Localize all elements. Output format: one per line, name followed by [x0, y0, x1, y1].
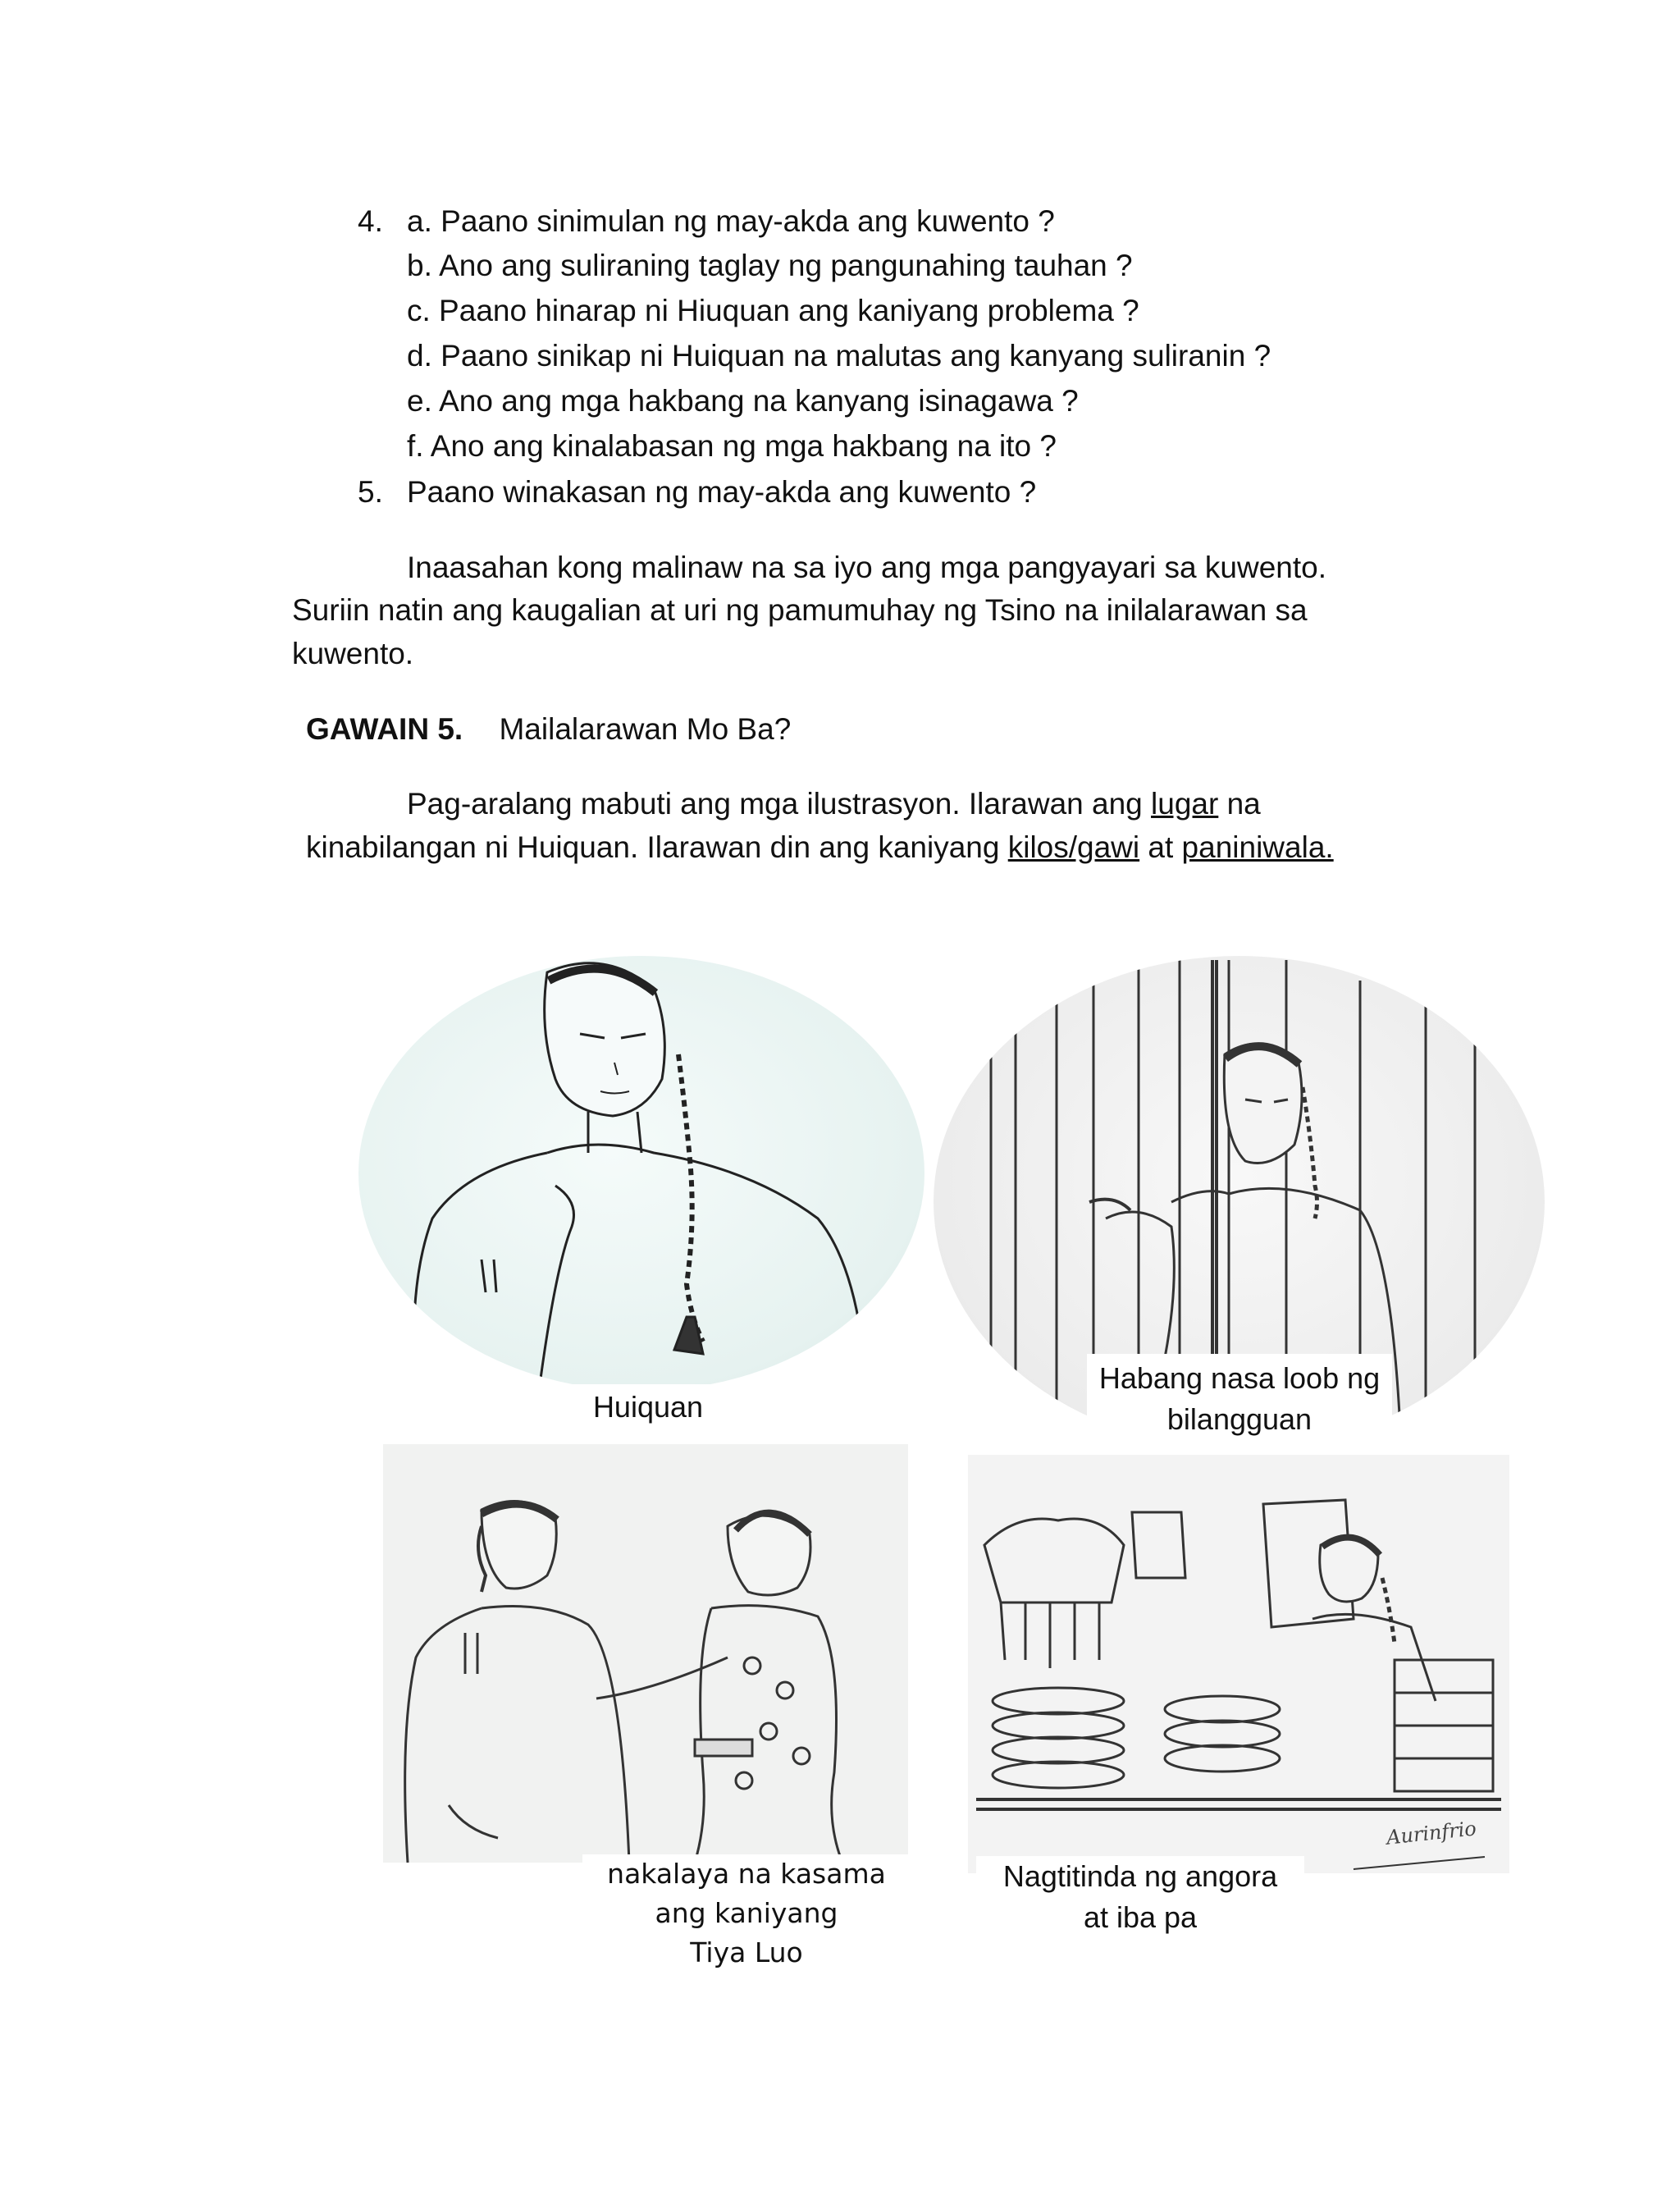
question-4e: e. Ano ang mga hakbang na kanyang isinagawa ?: [407, 384, 1079, 418]
question-4c: c. Paano hinarap ni Hiuquan ang kaniyang problema ?: [407, 294, 1139, 327]
caption-huiquan: Huiquan: [592, 1390, 704, 1424]
caption-huiquan-box: [509, 1384, 788, 1433]
caption-freed-line-2: ang kaniyang: [655, 1897, 838, 1929]
caption-prison-line-2: bilangguan: [1166, 1402, 1312, 1436]
caption-prison-line-1: Habang nasa loob ng: [1098, 1361, 1381, 1395]
illustration-freed-with-aunt: [383, 1444, 908, 1863]
caption-prison-box: [1087, 1354, 1392, 1461]
instruction-underline-lugar: lugar: [1151, 787, 1219, 821]
question-4f: f. Ano ang kinalabasan ng mga hakbang na ito ?: [407, 429, 1057, 463]
question-5-number: 5.: [358, 475, 383, 509]
caption-selling-line-1: Nagtitinda ng angora: [1002, 1859, 1278, 1893]
caption-selling-box: [976, 1856, 1304, 1946]
instruction-text: Pag-aralang mabuti ang mga ilustrasyon. Ilarawan ang: [407, 787, 1152, 821]
instruction-line-1: [407, 786, 1261, 822]
gawain-label: GAWAIN 5.: [306, 712, 463, 746]
caption-freed-line-3: Tiya Luo: [690, 1936, 803, 1968]
gawain-title: Mailalarawan Mo Ba?: [499, 712, 792, 746]
caption-freed-line-1: nakalaya na kasama: [607, 1858, 886, 1890]
question-4-number: 4.: [358, 204, 383, 238]
intro-line-2: Suriin natin ang kaugalian at uri ng pamumuhay ng Tsino na inilalarawan sa: [292, 593, 1308, 627]
caption-freed-box: [582, 1854, 911, 1982]
intro-line-1: Inaasahan kong malinaw na sa iyo ang mga pangyayari sa kuwento.: [407, 551, 1326, 584]
instruction-text: na: [1218, 787, 1261, 821]
caption-selling-line-2: at iba pa: [1083, 1900, 1198, 1934]
instruction-underline-paniniwala: paniniwala.: [1181, 830, 1334, 864]
illustration-huiquan: [358, 956, 924, 1391]
instruction-underline-kilos: kilos/gawi: [1007, 830, 1140, 864]
instruction-text: kinabilangan ni Huiquan. Ilarawan din ang kaniyang: [306, 830, 1008, 864]
question-4b: b. Ano ang suliraning taglay ng pangunahing tauhan ?: [407, 249, 1133, 282]
question-5: Paano winakasan ng may-akda ang kuwento ?: [407, 475, 1037, 509]
illustration-selling-angora: [968, 1455, 1509, 1873]
instruction-text: at: [1139, 830, 1182, 864]
intro-line-3: kuwento.: [292, 637, 414, 670]
gawain-heading: [306, 711, 791, 748]
instruction-line-2: [306, 830, 1334, 866]
question-4d: d. Paano sinikap ni Huiquan na malutas ang kanyang suliranin ?: [407, 339, 1271, 373]
question-4a: a. Paano sinimulan ng may-akda ang kuwento ?: [407, 204, 1055, 238]
artist-signature: Aurinfrio: [1385, 1817, 1478, 1849]
